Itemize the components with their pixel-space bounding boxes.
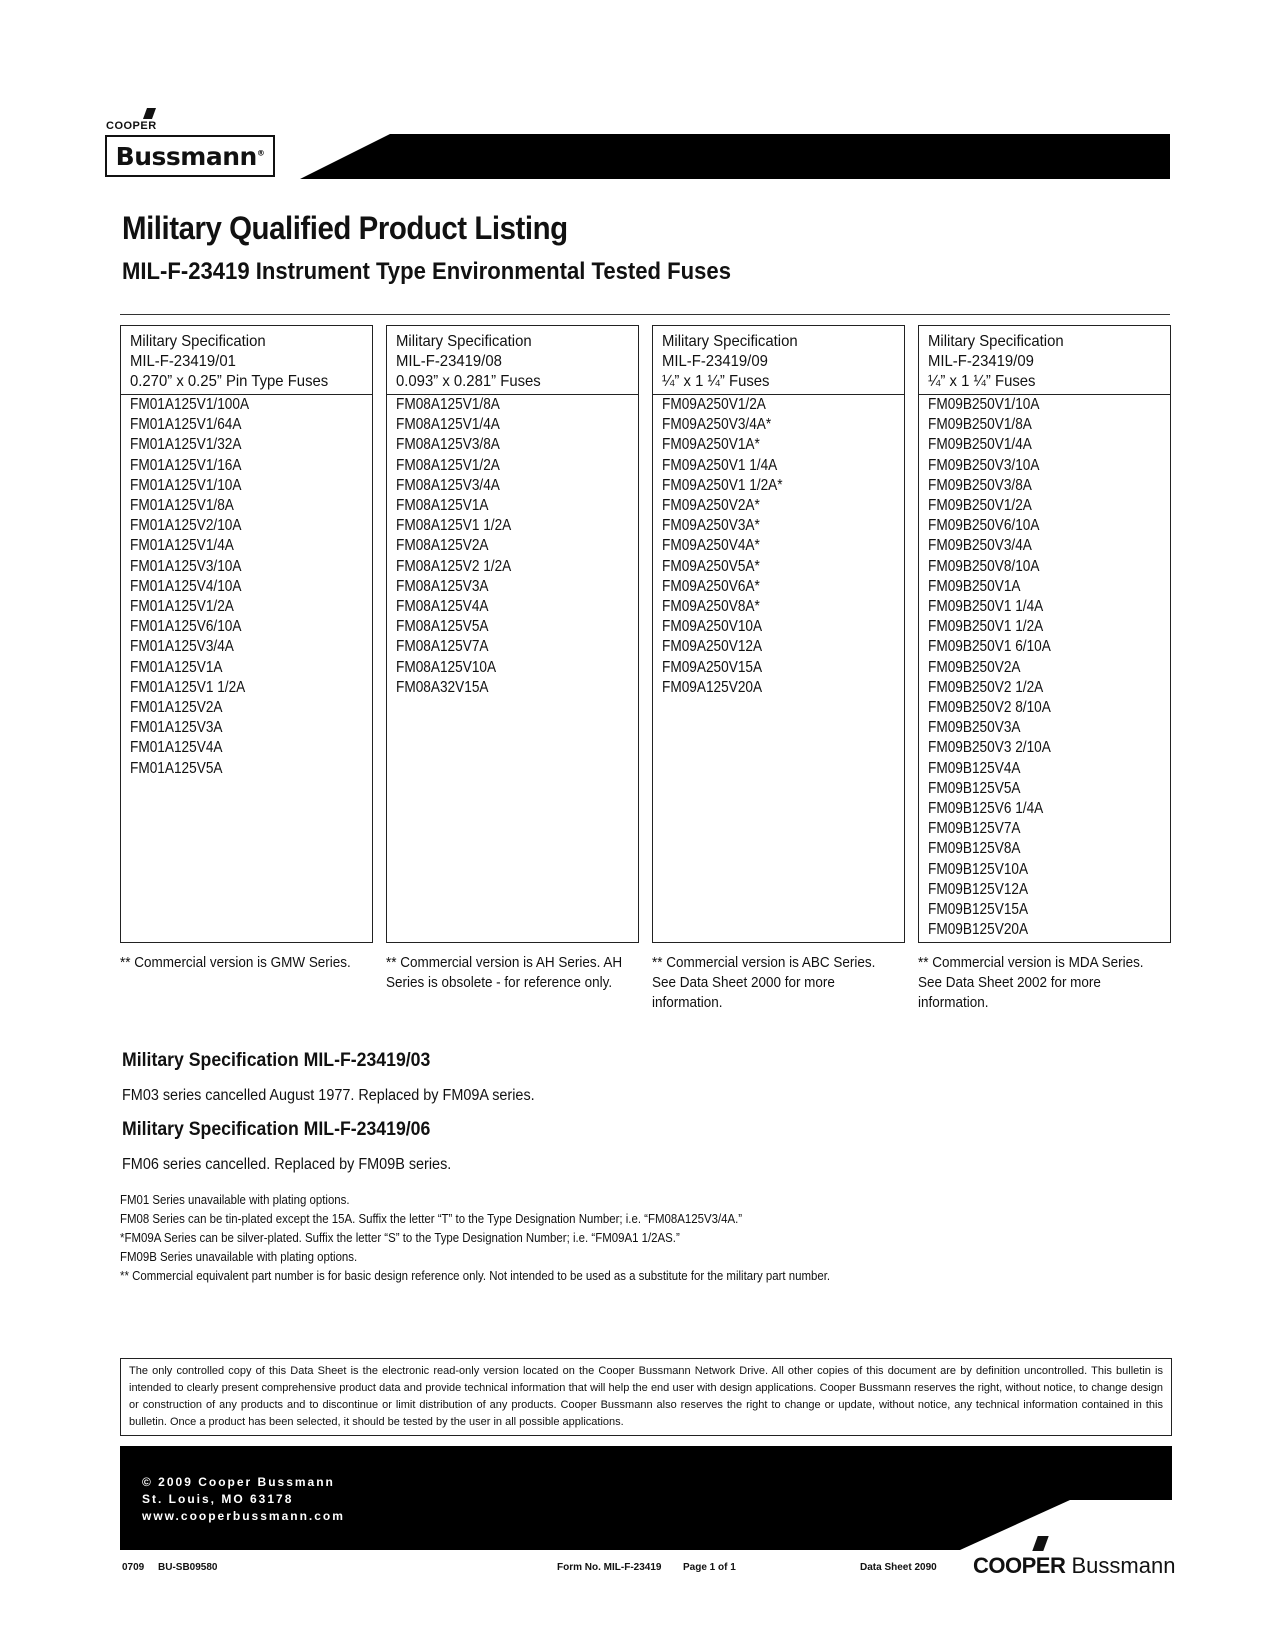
city-address: St. Louis, MO 63178 — [142, 1492, 294, 1506]
spec-column-08 — [386, 325, 639, 943]
part-number-item: FM08A125V5A — [396, 618, 489, 636]
note-line: FM01 Series unavailable with plating options. — [120, 1192, 350, 1207]
part-number-item: FM01A125V5A — [130, 759, 223, 777]
part-number-list — [387, 395, 638, 698]
part-number-item: FM09B250V1 1/2A — [928, 618, 1044, 636]
part-number-item: FM01A125V1 1/2A — [130, 678, 246, 696]
part-number-item: FM01A125V1/10A — [130, 476, 242, 494]
plating-notes — [120, 1190, 927, 1285]
page-subtitle: MIL-F-23419 Instrument Type Environmental Tested Fuses — [122, 258, 731, 285]
part-number-item: FM09B250V3/10A — [928, 456, 1040, 474]
part-number-item: FM01A125V2A — [130, 699, 223, 717]
spec-03-text: FM03 series cancelled August 1977. Replaced by FM09A series. — [122, 1087, 535, 1104]
part-number-item: FM09A250V4A* — [662, 537, 760, 555]
part-number-item: FM01A125V4/10A — [130, 577, 242, 595]
part-number-item: FM09A250V5A* — [662, 557, 760, 575]
part-number-item: FM08A125V3/8A — [396, 436, 500, 454]
part-number-item: FM01A125V1/32A — [130, 436, 242, 454]
part-number-item: FM09A250V1 1/2A* — [662, 476, 783, 494]
part-number-item: FM08A125V1 1/2A — [396, 517, 512, 535]
part-number-item: FM09A250V8A* — [662, 598, 760, 616]
page-title: Military Qualified Product Listing — [122, 210, 568, 246]
data-sheet-number: Data Sheet 2090 — [860, 1562, 937, 1573]
part-number-item: FM08A125V4A — [396, 598, 489, 616]
part-number-item: FM09B250V3 2/10A — [928, 739, 1051, 757]
part-number-item: FM01A125V3/4A — [130, 638, 234, 656]
commercial-version-note: ** Commercial version is MDA Series. See Data Sheet 2002 for more information. — [918, 955, 1144, 1011]
bussmann-logo-text: Bussmann® — [115, 141, 265, 171]
disclaimer-box: The only controlled copy of this Data Sheet is the electronic read-only version located on the Cooper Bussmann Network Drive. All other copies of this document are by definition uncontrolled. This bulletin is intended to clearly present comprehensive product data and provide technical information that will help the end user with design applications. Cooper Bussmann reserves the right, without notice, to change design or construction of any products and to discontinue or limit distribution of any products. Cooper Bussmann also reserves the right to change or update, without notice, any technical information contained in this bulletin. Once a product has been selected, it should be tested by the user in all possible applications. — [120, 1358, 1172, 1436]
commercial-version-note: ** Commercial version is AH Series. AH Series is obsolete - for reference only. — [386, 955, 623, 991]
part-number-item: FM08A125V2 1/2A — [396, 557, 512, 575]
commercial-version-note: ** Commercial version is GMW Series. — [120, 955, 351, 971]
part-number-item: FM09A250V6A* — [662, 577, 760, 595]
part-number-item: FM01A125V2/10A — [130, 517, 242, 535]
part-number-item: FM08A125V1A — [396, 497, 489, 515]
part-number-item: FM09A250V10A — [662, 618, 763, 636]
part-number-item: FM09A250V1A* — [662, 436, 760, 454]
part-number-item: FM09B250V2 1/2A — [928, 678, 1044, 696]
bussmann-logo — [105, 135, 275, 177]
part-number-item: FM08A125V3A — [396, 577, 489, 595]
part-number-item: FM09B250V6/10A — [928, 517, 1040, 535]
footer-address — [142, 1474, 345, 1525]
cooper-logo-text: COOPER — [106, 120, 157, 132]
commercial-version-note: ** Commercial version is ABC Series. See Data Sheet 2000 for more information. — [652, 955, 876, 1011]
part-number-item: FM09B125V7A — [928, 820, 1021, 838]
part-number-item: FM01A125V6/10A — [130, 618, 242, 636]
spec-column-header: Military Specification MIL-F-23419/09 ¼” x 1 ¼” Fuses — [653, 326, 904, 395]
part-number-item: FM08A125V2A — [396, 537, 489, 555]
page-number: Page 1 of 1 — [683, 1562, 736, 1573]
note-line: ** Commercial equivalent part number is for basic design reference only. Not intended to be used as a substitute for the military part number. — [120, 1268, 831, 1283]
part-number-item: FM08A125V10A — [396, 658, 497, 676]
part-number-item: FM09B250V1A — [928, 577, 1021, 595]
note-line: *FM09A Series can be silver-plated. Suffix the letter “S” to the Type Designation Number; i.e. “FM09A1 1/2AS.” — [120, 1230, 680, 1245]
part-number-item: FM01A125V4A — [130, 739, 223, 757]
part-number-item: FM01A125V3A — [130, 719, 223, 737]
form-number: Form No. MIL-F-23419 — [557, 1562, 662, 1573]
part-number-item: FM09B125V20A — [928, 921, 1029, 939]
website-link[interactable]: www.cooperbussmann.com — [142, 1509, 345, 1523]
part-number-item: FM09B250V1/8A — [928, 416, 1032, 434]
part-number-item: FM01A125V1/8A — [130, 497, 234, 515]
part-number-item: FM01A125V1/100A — [130, 396, 250, 413]
part-number-item: FM09A250V1/2A — [662, 396, 766, 413]
part-number-item: FM09B125V12A — [928, 880, 1029, 898]
spec-column-header: Military Specification MIL-F-23419/01 0.270” x 0.25” Pin Type Fuses — [121, 326, 372, 395]
part-number-item: FM01A125V1/4A — [130, 537, 234, 555]
spec-column-09b — [918, 325, 1171, 943]
part-number-item: FM01A125V1A — [130, 658, 223, 676]
part-number-item: FM09B125V4A — [928, 759, 1021, 777]
note-line: FM08 Series can be tin-plated except the 15A. Suffix the letter “T” to the Type Designation Number; i.e. “FM08A125V3/4A.” — [120, 1211, 743, 1226]
spec-03-heading: Military Specification MIL-F-23419/03 — [122, 1050, 431, 1071]
part-number-item: FM09B125V10A — [928, 860, 1029, 878]
part-number-item: FM09B250V3A — [928, 719, 1021, 737]
part-number-item: FM01A125V1/16A — [130, 456, 242, 474]
part-number-item: FM09B125V8A — [928, 840, 1021, 858]
part-number-list — [919, 395, 1170, 940]
note-line: FM09B Series unavailable with plating options. — [120, 1249, 358, 1264]
part-number-item: FM09B250V1/4A — [928, 436, 1032, 454]
spec-column-09a — [652, 325, 905, 943]
part-number-item: FM08A125V1/2A — [396, 456, 500, 474]
part-number-item: FM09B250V8/10A — [928, 557, 1040, 575]
part-number-item: FM09B125V15A — [928, 901, 1029, 919]
bottom-code-id: BU-SB09580 — [158, 1562, 218, 1573]
part-number-item: FM08A125V7A — [396, 638, 489, 656]
part-number-item: FM09A250V1 1/4A — [662, 456, 778, 474]
part-number-item: FM09B250V3/8A — [928, 476, 1032, 494]
part-number-item: FM09A250V15A — [662, 658, 763, 676]
spec-column-header: Military Specification MIL-F-23419/08 0.093” x 0.281” Fuses — [387, 326, 638, 395]
part-number-item: FM09A250V3/4A* — [662, 416, 772, 434]
part-number-item: FM09B250V1 6/10A — [928, 638, 1051, 656]
part-number-item: FM08A125V1/8A — [396, 396, 500, 413]
part-number-item: FM09B250V2 8/10A — [928, 699, 1051, 717]
header-black-bar — [300, 134, 1170, 179]
part-number-item: FM01A125V1/2A — [130, 598, 234, 616]
part-number-list — [121, 395, 372, 779]
part-number-list — [653, 395, 904, 698]
title-divider — [120, 314, 1170, 315]
cooper-logo-mark-icon — [143, 108, 156, 119]
part-number-item: FM09B250V1 1/4A — [928, 598, 1044, 616]
footer-brand-logo: COOPER Bussmann — [973, 1553, 1176, 1578]
part-number-item: FM09B125V5A — [928, 779, 1021, 797]
part-number-item: FM09A125V20A — [662, 678, 763, 696]
part-number-item: FM08A125V1/4A — [396, 416, 500, 434]
part-number-item: FM01A125V3/10A — [130, 557, 242, 575]
copyright: © 2009 Cooper Bussmann — [142, 1475, 335, 1489]
part-number-item: FM09B125V6 1/4A — [928, 800, 1044, 818]
bottom-code-date: 0709 — [122, 1562, 145, 1573]
spec-06-heading: Military Specification MIL-F-23419/06 — [122, 1119, 431, 1140]
part-number-item: FM01A125V1/64A — [130, 416, 242, 434]
spec-column-01 — [120, 325, 373, 943]
part-number-item: FM09A250V3A* — [662, 517, 760, 535]
footer-notch — [960, 1500, 1180, 1560]
spec-06-text: FM06 series cancelled. Replaced by FM09B series. — [122, 1156, 452, 1173]
part-number-item: FM09A250V12A — [662, 638, 763, 656]
part-number-item: FM09B250V1/10A — [928, 396, 1040, 413]
part-number-item: FM09A250V2A* — [662, 497, 760, 515]
part-number-item: FM09B250V1/2A — [928, 497, 1032, 515]
part-number-item: FM09B250V3/4A — [928, 537, 1032, 555]
spec-column-header: Military Specification MIL-F-23419/09 ¼” x 1 ¼” Fuses — [919, 326, 1170, 395]
part-number-item: FM08A125V3/4A — [396, 476, 500, 494]
part-number-item: FM09B250V2A — [928, 658, 1021, 676]
part-number-item: FM08A32V15A — [396, 678, 489, 696]
